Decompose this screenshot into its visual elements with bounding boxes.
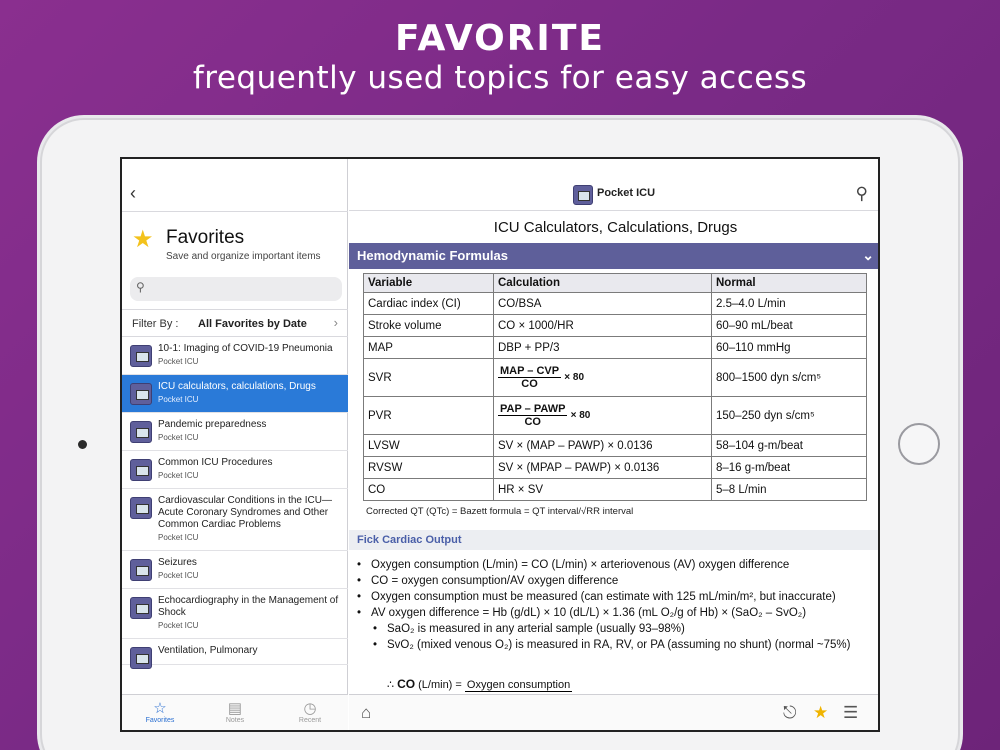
home-button[interactable] (898, 423, 940, 465)
chevron-right-icon: › (333, 315, 338, 330)
list-item[interactable]: 10-1: Imaging of COVID-19 Pneumonia Pocket ICU (122, 337, 348, 375)
tab-bar (122, 694, 348, 732)
formula-table (363, 273, 867, 501)
list-item[interactable]: Common ICU Procedures Pocket ICU (122, 451, 348, 489)
table-row: SVR $\frac{\text{MAP – CVP}}{CO}$ × 80 800–1500 dyn s/cm⁵ (364, 359, 867, 397)
tab-favorites[interactable]: ☆ Favorites (130, 699, 190, 724)
tab-recent[interactable]: ◷ Recent (280, 699, 340, 724)
tab-notes[interactable]: ▤ Notes (205, 699, 265, 724)
list-item[interactable]: Pandemic preparedness Pocket ICU (122, 413, 348, 451)
pocket-icu-icon (130, 421, 152, 443)
list-item: • SvO₂ (mixed venous O₂) is measured in RA, RV, or PA (assuming no shunt) (normal ~75%) (387, 639, 850, 651)
table-row: RVSW SV × (MPAP – PAWP) × 0.0136 8–16 g-m/beat (364, 457, 867, 479)
clock-icon: ◷ (303, 700, 317, 717)
list-item[interactable]: Echocardiography in the Management of Shock Pocket ICU (122, 589, 348, 639)
table-row: Cardiac index (CI) CO/BSA 2.5–4.0 L/min (364, 293, 867, 315)
pocket-icu-icon (130, 597, 152, 619)
filter-value: All Favorites by Date (198, 318, 307, 330)
search-icon: ⚲ (136, 280, 145, 294)
list-item: • CO = oxygen consumption/AV oxygen difference (371, 575, 850, 587)
content-pane (349, 159, 880, 732)
table-row: LVSW SV × (MAP – PAWP) × 0.0136 58–104 g-m/beat (364, 435, 867, 457)
filter-label: Filter By : (132, 318, 179, 330)
table-row: PVR $\frac{\text{PAP – PAWP}}{CO}$ × 80 150–250 dyn s/cm⁵ (364, 397, 867, 435)
table-row: Stroke volume CO × 1000/HR 60–90 mL/beat (364, 315, 867, 337)
notes-icon: ▤ (227, 700, 243, 717)
table-header-row: Variable Calculation Normal (364, 274, 867, 293)
tag-icon[interactable]: ⎋ (783, 703, 797, 722)
pocket-icu-icon (130, 559, 152, 581)
favorites-pane (122, 159, 348, 732)
list-item[interactable]: Ventilation, Pulmonary (122, 639, 348, 665)
pocket-icu-icon (130, 383, 152, 405)
search-icon[interactable]: ⚲ (855, 184, 868, 203)
list-item: • AV oxygen difference = Hb (g/dL) × 10 (dL/L) × 1.36 (mL O₂/g of Hb) × (SaO₂ – SvO₂) (371, 607, 850, 619)
star-icon: ☆ (153, 700, 167, 717)
qtc-note: Corrected QT (QTc) = Bazett formula = QT interval/√RR interval (366, 506, 634, 517)
favorites-subtitle: Save and organize important items (166, 251, 321, 262)
search-input[interactable] (130, 277, 342, 301)
screen (120, 157, 880, 732)
promo-subtitle: frequently used topics for easy access (192, 60, 808, 96)
list-item: • SaO₂ is measured in any arterial sample (usually 93–98%) (387, 623, 850, 635)
fraction: Oxygen consumption (466, 678, 571, 691)
favorites-title: Favorites (166, 227, 245, 248)
pocket-icu-icon (130, 459, 152, 481)
home-icon[interactable]: ⌂ (361, 703, 372, 722)
filter-row[interactable] (122, 309, 348, 337)
list-item[interactable]: ICU calculators, calculations, Drugs Pocket ICU (122, 375, 348, 413)
fick-section-header: Fick Cardiac Output (349, 530, 880, 550)
top-bar (349, 179, 880, 211)
bottom-toolbar (349, 694, 880, 732)
section-title: Hemodynamic Formulas (357, 248, 508, 263)
pocket-icu-icon (573, 185, 593, 205)
list-item: • Oxygen consumption must be measured (can estimate with 125 mL/min/m², but inaccurate) (371, 591, 850, 603)
list-item[interactable]: Seizures Pocket ICU (122, 551, 348, 589)
notes-icon[interactable]: ☰ (843, 703, 859, 722)
page-title: ICU Calculators, Calculations, Drugs (493, 219, 738, 236)
star-icon[interactable]: ★ (813, 703, 829, 722)
fraction: $\frac{\text{PAP – PAWP}}{CO}$ (500, 403, 566, 428)
table-row: MAP DBP + PP/3 60–110 mmHg (364, 337, 867, 359)
star-icon: ★ (132, 226, 154, 253)
section-header[interactable] (349, 243, 880, 269)
camera (78, 440, 87, 449)
pocket-icu-icon (130, 345, 152, 367)
list-item[interactable]: Cardiovascular Conditions in the ICU—Acute Coronary Syndromes and Other Common Cardiac Problems Pocket ICU (122, 489, 348, 551)
co-equation: ∴ CO (L/min) = Oxygen consumption (387, 677, 571, 691)
pocket-icu-icon (130, 647, 152, 669)
fick-bullets (371, 559, 850, 655)
pocket-icu-icon (130, 497, 152, 519)
chevron-down-icon[interactable]: ⌄ (862, 247, 874, 263)
list-item: • Oxygen consumption (L/min) = CO (L/min) × arteriovenous (AV) oxygen difference (371, 559, 850, 571)
back-chevron-icon[interactable]: ‹ (130, 183, 136, 203)
table-row: CO HR × SV 5–8 L/min (364, 479, 867, 501)
promo-title: FAVORITE (395, 18, 605, 59)
favorites-list (122, 337, 348, 665)
fraction: $\frac{\text{MAP – CVP}}{CO}$ (500, 365, 560, 390)
app-title: Pocket ICU (597, 187, 656, 199)
